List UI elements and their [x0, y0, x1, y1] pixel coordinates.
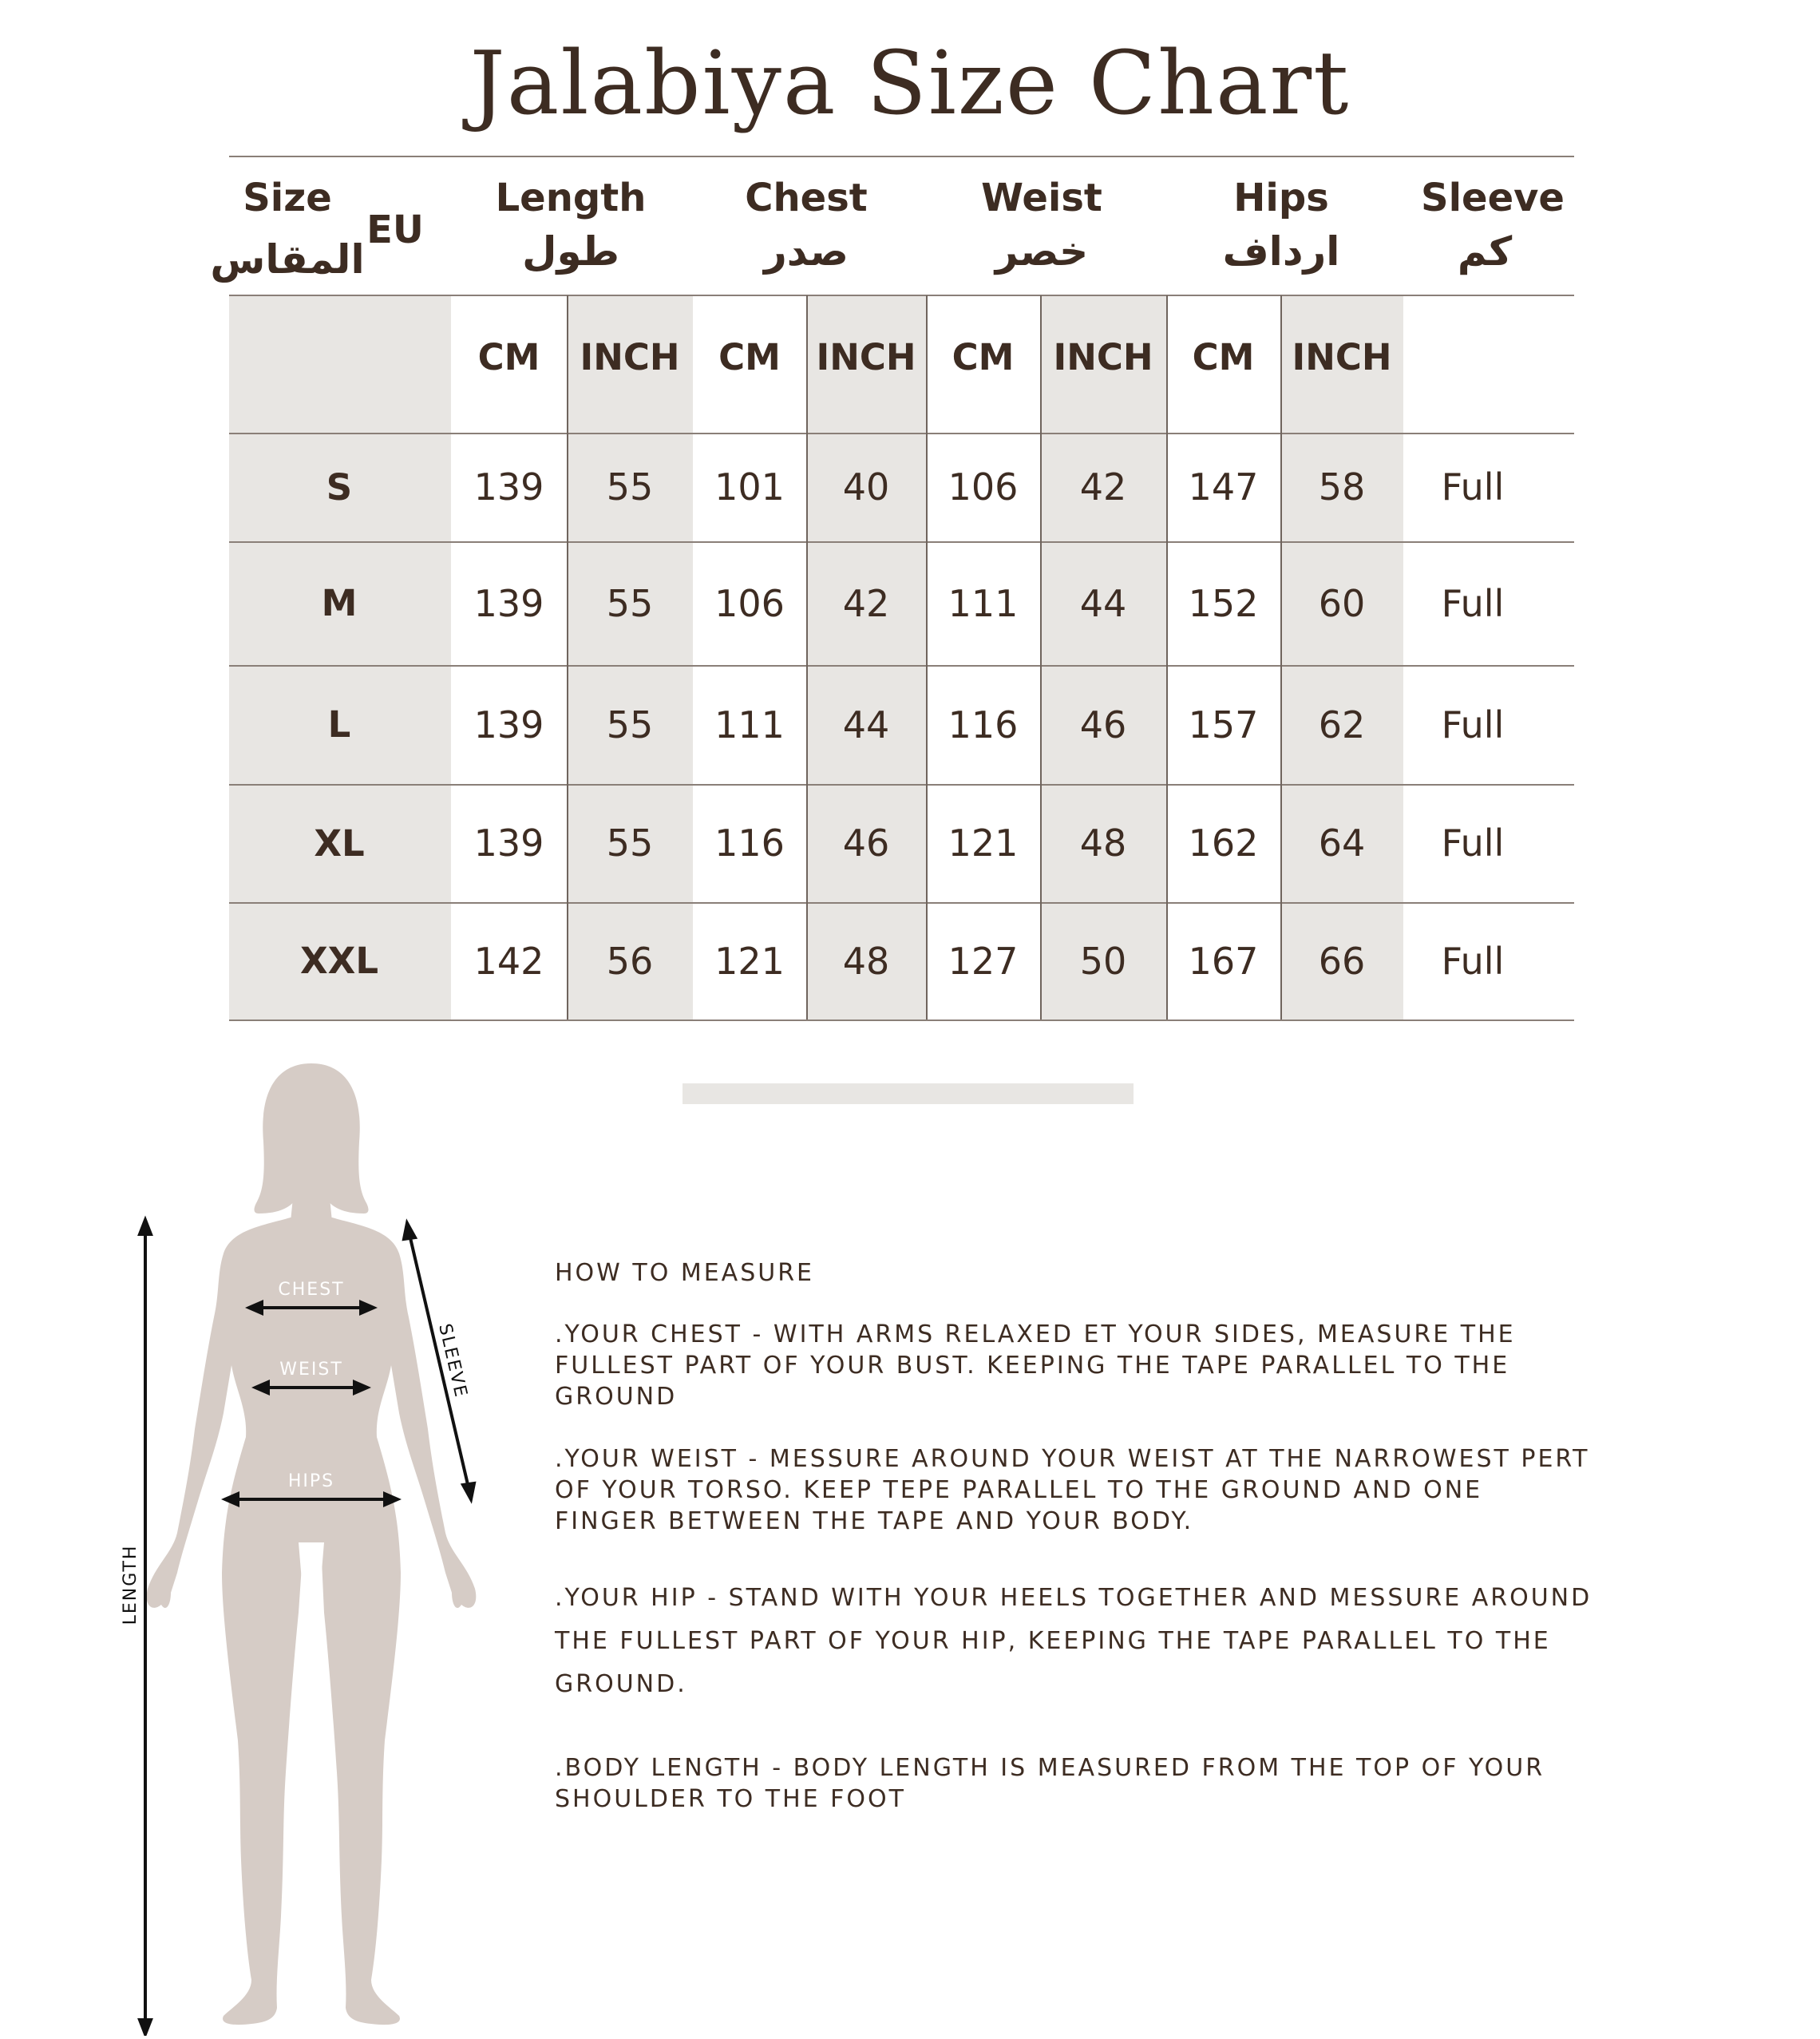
table-cell: 42 [842, 581, 890, 625]
sleeve-label: SLEEVE [434, 1321, 471, 1400]
table-cell: 157 [1188, 703, 1259, 746]
header-hips: Hips [1233, 175, 1329, 220]
unit-label: CM [718, 336, 781, 378]
table-cell: 55 [606, 703, 654, 746]
header-eu: EU [366, 207, 424, 252]
header-sleeve-ar: كم [1457, 228, 1513, 275]
table-cell: 42 [1079, 465, 1127, 509]
sleeve-cell: Full [1441, 581, 1505, 625]
header-rule [229, 295, 1574, 296]
size-label: XXL [299, 940, 379, 982]
table-cell: 116 [714, 822, 785, 865]
sleeve-cell: Full [1441, 822, 1505, 865]
table-cell: 55 [606, 465, 654, 509]
size-label: S [326, 465, 353, 509]
table-cell: 139 [473, 465, 544, 509]
table-cell: 139 [473, 703, 544, 746]
table-cell: 56 [606, 939, 654, 983]
silhouette-illustration [112, 1054, 559, 2036]
table-cell: 64 [1318, 822, 1366, 865]
table-cell: 121 [948, 822, 1019, 865]
unit-label: CM [952, 336, 1015, 378]
table-cell: 147 [1188, 465, 1259, 509]
instruction-waist: .YOUR WEIST - MESSURE AROUND YOUR WEIST AT THE NARROWEST PERT OF YOUR TORSO. KEEP TEPE PARALLEL TO THE GROUND AND ONE FINGER BETWEEN THE TAPE AND YOUR BODY. [555, 1445, 1590, 1535]
sleeve-cell: Full [1441, 465, 1505, 509]
page-title: Jalabiya Size Chart [469, 32, 1351, 134]
table-cell: 162 [1188, 822, 1259, 865]
length-arrow [140, 1220, 151, 2034]
table-cell: 111 [948, 581, 1019, 625]
unit-label: INCH [580, 336, 680, 378]
size-label: XL [314, 822, 365, 865]
table-cell: 66 [1318, 939, 1366, 983]
instruction-hip: .YOUR HIP - STAND WITH YOUR HEELS TOGETHER AND MESSURE AROUND THE FULLEST PART OF YOUR HIP, KEEPING THE TAPE PARALLEL TO THE GROUND. [555, 1584, 1592, 1698]
header-waist: Weist [981, 175, 1102, 220]
table-cell: 152 [1188, 581, 1259, 625]
unit-label: CM [477, 336, 540, 378]
table-cell: 111 [714, 703, 785, 746]
measure-instructions [555, 1257, 1592, 1846]
unit-label: INCH [816, 336, 916, 378]
table-cell: 55 [606, 581, 654, 625]
table-cell: 44 [842, 703, 890, 746]
header-length: Length [495, 175, 647, 220]
instruction-chest: .YOUR CHEST - WITH ARMS RELAXED ET YOUR SIDES, MEASURE THE FULLEST PART OF YOUR BUST. KEEPING THE TAPE PARALLEL TO THE GROUND [555, 1320, 1516, 1411]
unit-label: CM [1192, 336, 1255, 378]
header-hips-ar: ارداف [1222, 228, 1340, 275]
sleeve-cell: Full [1441, 939, 1505, 983]
hips-label: HIPS [287, 1471, 335, 1491]
table-cell: 46 [842, 822, 890, 865]
table-cell: 106 [714, 581, 785, 625]
table-cell: 40 [842, 465, 890, 509]
table-bottom-rule [229, 1020, 1574, 1021]
body-measure-figure [112, 1054, 559, 2039]
table-cell: 121 [714, 939, 785, 983]
header-size: Size [243, 175, 332, 220]
table-cell: 44 [1079, 581, 1127, 625]
table-cell: 139 [473, 822, 544, 865]
length-label: LENGTH [121, 1544, 140, 1625]
header-sleeve: Sleeve [1421, 175, 1565, 220]
table-cell: 101 [714, 465, 785, 509]
header-length-ar: طول [522, 228, 619, 275]
table-cell: 46 [1079, 703, 1127, 746]
size-label: L [327, 703, 351, 746]
table-cell: 58 [1318, 465, 1366, 509]
table-cell: 106 [948, 465, 1019, 509]
sleeve-cell: Full [1441, 703, 1505, 746]
header-size-ar: المقاس [210, 236, 365, 283]
unit-label: INCH [1292, 336, 1392, 378]
table-cell: 62 [1318, 703, 1366, 746]
title-rule [229, 156, 1574, 157]
table-cell: 48 [1079, 822, 1127, 865]
table-cell: 50 [1079, 939, 1127, 983]
divider-bar [682, 1083, 1134, 1104]
table-cell: 116 [948, 703, 1019, 746]
size-label: M [321, 582, 358, 624]
table-cell: 139 [473, 581, 544, 625]
table-cell: 48 [842, 939, 890, 983]
chest-label: CHEST [278, 1280, 345, 1300]
table-cell: 55 [606, 822, 654, 865]
waist-label: WEIST [279, 1360, 343, 1380]
unit-label: INCH [1053, 336, 1153, 378]
header-waist-ar: خصر [995, 228, 1089, 275]
table-cell: 127 [948, 939, 1019, 983]
header-chest: Chest [745, 175, 868, 220]
table-cell: 167 [1188, 939, 1259, 983]
table-cell: 142 [473, 939, 544, 983]
table-cell: 60 [1318, 581, 1366, 625]
instruction-length: .BODY LENGTH - BODY LENGTH IS MEASURED FROM THE TOP OF YOUR SHOULDER TO THE FOOT [555, 1754, 1545, 1813]
header-chest-ar: صدر [764, 228, 849, 275]
instructions-heading: HOW TO MEASURE [555, 1259, 815, 1287]
